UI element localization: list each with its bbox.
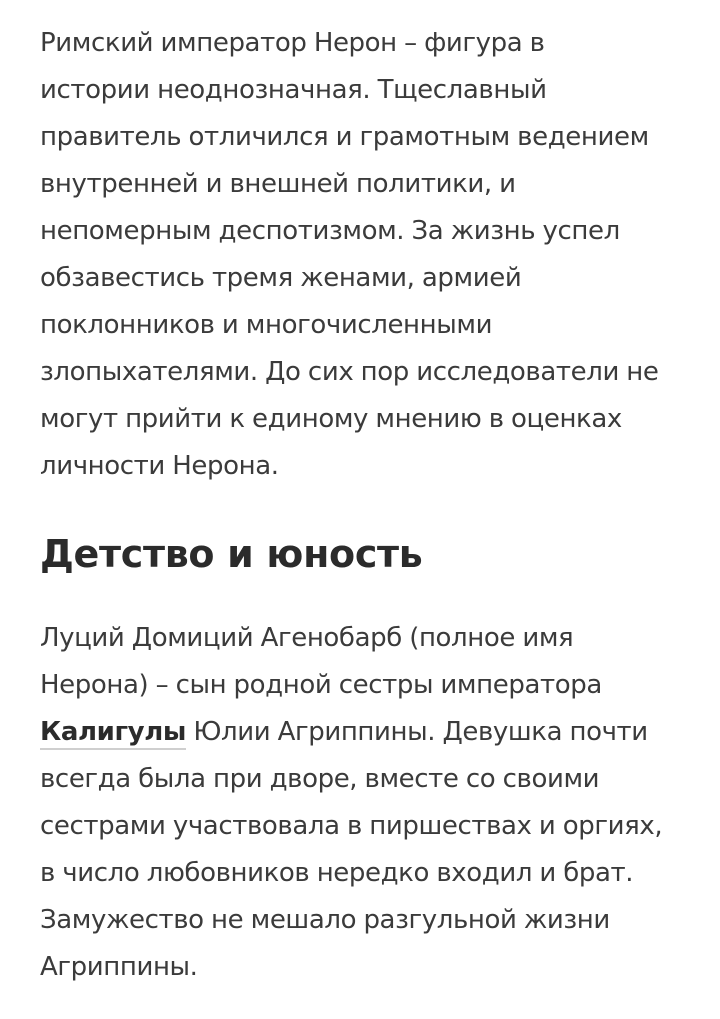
intro-line: поклонников и многочисленными bbox=[40, 310, 493, 340]
childhood-line: в число любовников нередко входил и брат. bbox=[40, 858, 634, 888]
childhood-paragraph bbox=[40, 615, 700, 991]
childhood-line: всегда была при дворе, вместе со своими bbox=[40, 764, 600, 794]
childhood-line: Нерона) – сын родной сестры императора bbox=[40, 670, 602, 700]
section-heading-childhood: Детство и юность bbox=[40, 532, 423, 576]
childhood-line-with-link bbox=[40, 709, 700, 756]
intro-line: правитель отличился и грамотным ведением bbox=[40, 122, 649, 152]
intro-line: истории неоднозначная. Тщеславный bbox=[40, 75, 547, 105]
intro-line: личности Нерона. bbox=[40, 451, 279, 481]
intro-line: внутренней и внешней политики, и bbox=[40, 169, 516, 199]
intro-line: Римский император Нерон – фигура в bbox=[40, 28, 545, 58]
intro-line: злопыхателями. До сих пор исследователи не bbox=[40, 357, 659, 387]
childhood-line-rest: Юлии Агриппины. Девушка почти bbox=[185, 717, 648, 747]
childhood-line: Агриппины. bbox=[40, 952, 198, 982]
childhood-line: Замужество не мешало разгульной жизни bbox=[40, 905, 610, 935]
intro-line: непомерным деспотизмом. За жизнь успел bbox=[40, 216, 620, 246]
intro-line: могут прийти к единому мнению в оценках bbox=[40, 404, 622, 434]
childhood-line: сестрами участвовала в пиршествах и оргиях, bbox=[40, 811, 663, 841]
article-content bbox=[40, 20, 700, 991]
intro-paragraph bbox=[40, 20, 700, 490]
childhood-line: Луций Домиций Агенобарб (полное имя bbox=[40, 623, 574, 653]
intro-line: обзавестись тремя женами, армией bbox=[40, 263, 522, 293]
caligula-link[interactable]: Калигулы bbox=[40, 717, 186, 750]
